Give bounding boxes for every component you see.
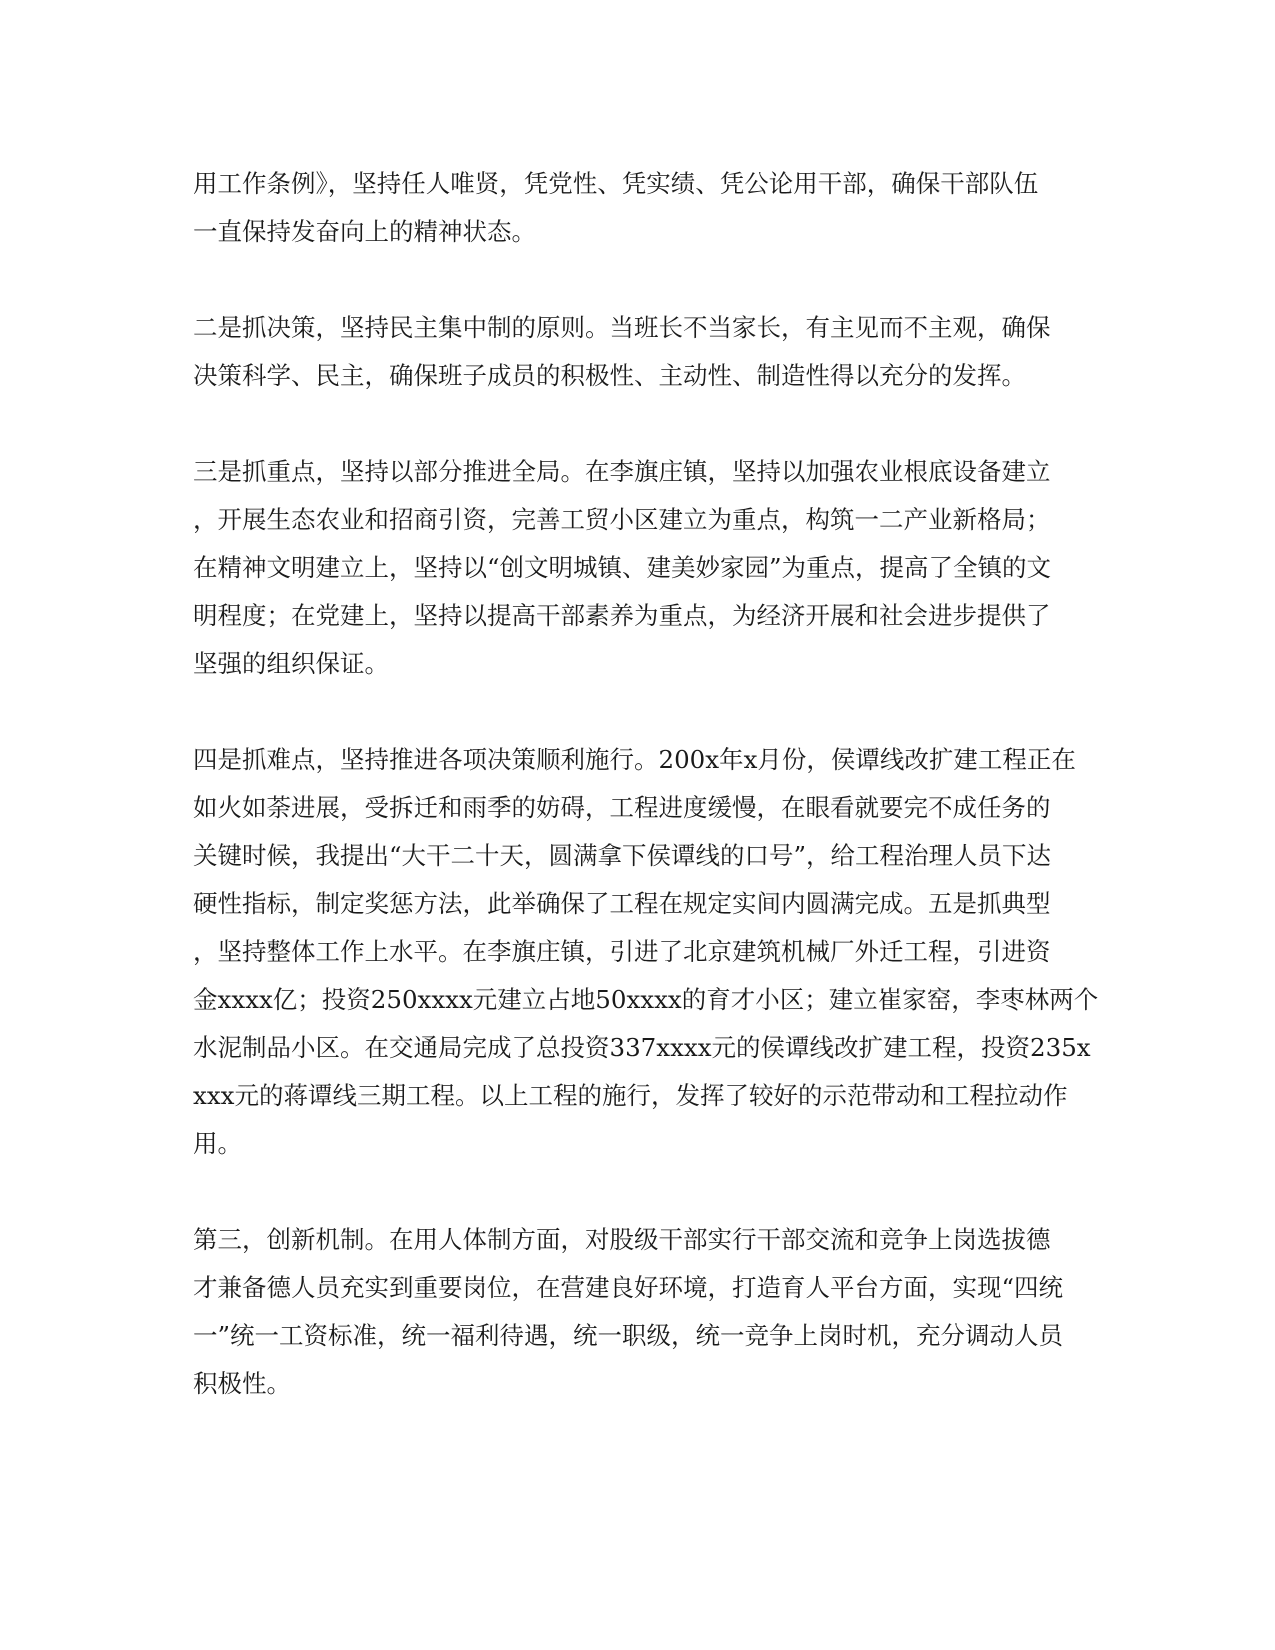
paragraph-line: 水泥制品小区。在交通局完成了总投资337xxxx元的侯谭线改扩建工程，投资235x <box>193 1033 1091 1062</box>
paragraph-line: 决策科学、民主，确保班子成员的积极性、主动性、制造性得以充分的发挥。 <box>193 361 1026 390</box>
paragraph-2 <box>193 304 1083 400</box>
paragraph-line: 金xxxx亿；投资250xxxx元建立占地50xxxx的育才小区；建立崔家窑，李枣林两个 <box>193 985 1099 1014</box>
paragraph-line: ，开展生态农业和招商引资，完善工贸小区建立为重点，构筑一二产业新格局； <box>193 505 1051 534</box>
paragraph-line: 用工作条例》，坚持任人唯贤，凭党性、凭实绩、凭公论用干部，确保干部队伍 <box>193 169 1039 198</box>
paragraph-1 <box>193 160 1083 256</box>
paragraph-line: 四是抓难点，坚持推进各项决策顺利施行。200x年x月份，侯谭线改扩建工程正在 <box>193 745 1076 774</box>
paragraph-line: 坚强的组织保证。 <box>193 649 389 678</box>
paragraph-line: 如火如荼进展，受拆迁和雨季的妨碍，工程进度缓慢，在眼看就要完不成任务的 <box>193 793 1051 822</box>
paragraph-line: 二是抓决策，坚持民主集中制的原则。当班长不当家长，有主见而不主观，确保 <box>193 313 1051 342</box>
paragraph-5 <box>193 1216 1083 1408</box>
paragraph-line: 第三，创新机制。在用人体制方面，对股级干部实行干部交流和竞争上岗选拔德 <box>193 1225 1051 1254</box>
paragraph-line: 才兼备德人员充实到重要岗位，在营建良好环境，打造育人平台方面，实现“四统 <box>193 1273 1064 1302</box>
paragraph-line: 在精神文明建立上，坚持以“创文明城镇、建美妙家园”为重点，提高了全镇的文 <box>193 553 1052 582</box>
paragraph-line: 一直保持发奋向上的精神状态。 <box>193 217 536 246</box>
paragraph-line: 关键时候，我提出“大干二十天，圆满拿下侯谭线的口号”，给工程治理人员下达 <box>193 841 1052 870</box>
paragraph-line: ，坚持整体工作上水平。在李旗庄镇，引进了北京建筑机械厂外迁工程，引进资 <box>193 937 1051 966</box>
paragraph-4 <box>193 736 1099 1168</box>
paragraph-line: 一”统一工资标准，统一福利待遇，统一职级，统一竞争上岗时机，充分调动人员 <box>193 1321 1064 1350</box>
paragraph-line: 三是抓重点，坚持以部分推进全局。在李旗庄镇，坚持以加强农业根底设备建立 <box>193 457 1051 486</box>
paragraph-line: 用。 <box>193 1129 242 1158</box>
paragraph-line: 明程度；在党建上，坚持以提高干部素养为重点，为经济开展和社会进步提供了 <box>193 601 1051 630</box>
paragraph-3 <box>193 448 1083 688</box>
paragraph-line: 积极性。 <box>193 1369 291 1398</box>
paragraph-line: 硬性指标，制定奖惩方法，此举确保了工程在规定实间内圆满完成。五是抓典型 <box>193 889 1051 918</box>
paragraph-line: xxx元的蒋谭线三期工程。以上工程的施行，发挥了较好的示范带动和工程拉动作 <box>193 1081 1068 1110</box>
document-body <box>193 160 1099 1456</box>
